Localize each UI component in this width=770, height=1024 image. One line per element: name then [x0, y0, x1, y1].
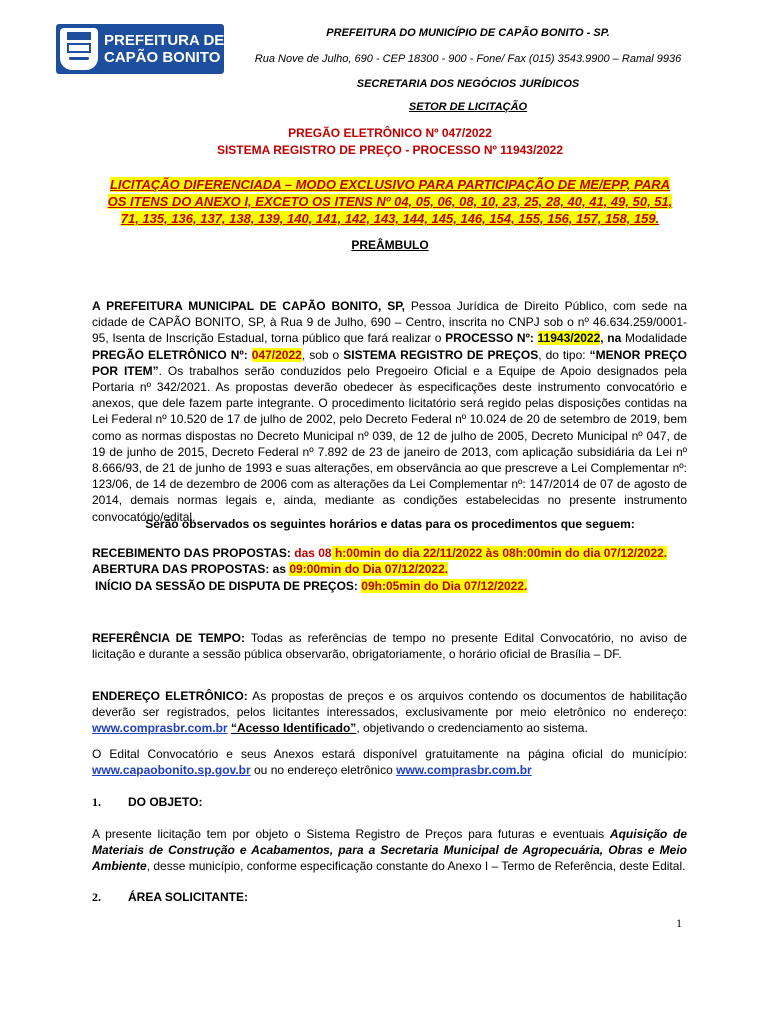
process-line2: SISTEMA REGISTRO DE PREÇO - PROCESSO Nº 11943/2022 — [216, 143, 564, 157]
exclusive-notice: LICITAÇÃO DIFERENCIADA – MODO EXCLUSIVO PARA PARTICIPAÇÃO DE ME/EPP, PARA OS ITENS DO ANEXO I, EXCETO OS ITENS Nº 04, 05, 06, 08, 10, 23, 25, 28, 40, 41, 49, 50, 51, 71, 135, 136, 137, 138, 139, 140, 141, 142, 143, 144, 145, 146, 154, 155, 156, 157, 158, 159. — [107, 177, 673, 226]
header-sector: SETOR DE LICITAÇÃO — [408, 101, 528, 113]
capaobonito-link[interactable]: www.capaobonito.sp.gov.br — [92, 763, 251, 778]
session-line: INÍCIO DA SESSÃO DE DISPUTA DE PREÇOS: 09h:05min do Dia 07/12/2022. — [95, 579, 528, 593]
receipt-line: RECEBIMENTO DAS PROPOSTAS: das 08 h:00min do dia 22/11/2022 às 08h:00min do dia 07/12/2022. — [92, 546, 668, 560]
section2-title: ÁREA SOLICITANTE: — [128, 890, 248, 904]
municipality-logo — [56, 24, 224, 74]
logo-text-line2: CAPÃO BONITO — [104, 49, 221, 66]
header-department: SECRETARIA DOS NEGÓCIOS JURÍDICOS — [356, 78, 580, 90]
section1-paragraph: A presente licitação tem por objeto o Sistema Registro de Preços para futuras e eventuais Aquisição de Materiais de Construção e Acabamentos, para a Secretaria Municipal de Agropecuária, Obras e Meio Ambiente, desse município, conforme especificação constante do Anexo I – Termo de Referência, deste Edital. — [92, 827, 688, 874]
section2-number: 2. — [92, 890, 101, 904]
opening-line: ABERTURA DAS PROPOSTAS: as 09:00min do Dia 07/12/2022. — [92, 562, 449, 576]
preamble-heading: PREÂMBULO — [351, 238, 429, 252]
process-line1: PREGÃO ELETRÔNICO Nº 047/2022 — [288, 126, 492, 140]
time-reference: REFERÊNCIA DE TEMPO: Todas as referências de tempo no presente Edital Convocatório, no aviso de licitação e durante a sessão pública observarão, obrigatoriamente, o horário oficial de Brasília – DF. — [92, 631, 688, 662]
section1-title: DO OBJETO: — [128, 795, 203, 809]
preamble-paragraph: A PREFEITURA MUNICIPAL DE CAPÃO BONITO, SP, Pessoa Jurídica de Direito Público, com sede na cidade de CAPÃO BONITO, SP, à Rua 9 de Julho, 690 – Centro, inscrita no CNPJ sob o nº 46.634.259/0001-95, Isenta de Inscrição Estadual, torna público que fará realizar o PROCESSO Nº: 11943/2022, na Modalidade PREGÃO ELETRÔNICO Nº: 047/2022, sob o SISTEMA REGISTRO DE PREÇOS, do tipo: “MENOR PREÇO POR ITEM”. Os trabalhos serão conduzidos pelo Pregoeiro Oficial e a Equipe de Apoio designados pela Portaria nº 342/2021. As propostas deverão obedecer às especificações deste instrumento convocatório e anexos, que dele fazem parte integrante. O procedimento licitatório será regido pelas disposições contidas na Lei Federal nº 10.520 de 17 de julho de 2002, pelo Decreto Federal nº 10.024 de 20 de setembro de 2019, bem como as normas dispostas no Decreto Municipal nº 039, de 12 de julho de 2005, Decreto Municipal nº 047, de 19 de junho de 2015, Decreto Federal nº 7.892 de 23 de janeiro de 2013, com aplicação subsidiária da Lei nº 8.666/93, de 21 de junho de 1993 e suas alterações, em observância ao que prescreve a Lei Complementar nº: 123/06, de 14 de dezembro de 2006 com as alterações da Lei Complementar nº: 147/2014 de 07 de agosto de 2014, demais normas legais e, ainda, mediante as condições estabelecidas no presente instrumento convocatório/edital. — [92, 299, 688, 524]
logo-text-line1: PREFEITURA DE — [104, 32, 225, 49]
electronic-address: ENDEREÇO ELETRÔNICO: As propostas de preços e os arquivos contendo os documentos de habilitação deverão ser registrados, pelos licitantes interessados, exclusivamente por meio eletrônico no endereço: www.comprasbr.com.br “Acesso Identificado”, objetivando o credenciamento ao sistema. — [92, 689, 688, 736]
crest-icon — [60, 28, 98, 70]
section1-number: 1. — [92, 795, 101, 809]
edital-availability: O Edital Convocatório e seus Anexos estará disponível gratuitamente na página oficial do município: www.capaobonito.sp.gov.br ou no endereço eletrônico www.comprasbr.com.br — [92, 747, 687, 778]
comprasbr-link-2[interactable]: www.comprasbr.com.br — [396, 763, 532, 778]
header-address: Rua Nove de Julho, 690 - CEP 18300 - 900 - Fone/ Fax (015) 3543.9900 – Ramal 9936 — [254, 53, 682, 65]
page-number: 1 — [676, 916, 682, 930]
header-title: PREFEITURA DO MUNICÍPIO DE CAPÃO BONITO - SP. — [326, 27, 610, 39]
comprasbr-link[interactable]: www.comprasbr.com.br — [92, 721, 228, 736]
schedule-intro: Serão observados os seguintes horários e datas para os procedimentos que seguem: — [145, 517, 635, 531]
